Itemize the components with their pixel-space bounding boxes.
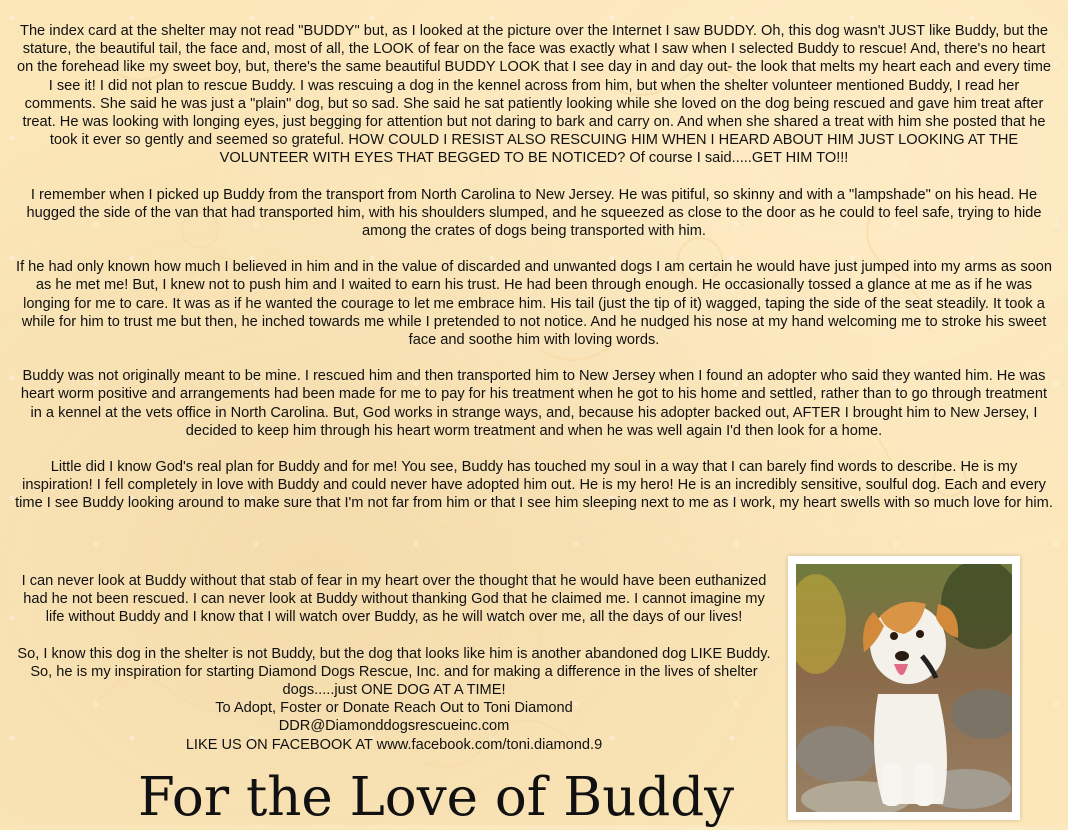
- page-title: For the Love of Buddy: [138, 767, 735, 828]
- story-paragraph-2: I remember when I picked up Buddy from the transport from North Carolina to New Jersey. He was pitiful, so skinny and with a "lampshade" on his head. He hugged the side of the van that had transported him, with his shoulders slumped, and he squeezed as close to the door as he could to feel safe, trying to hide among the crates of dogs being transported with him.: [26, 186, 1042, 240]
- story-paragraph-1: The index card at the shelter may not read "BUDDY" but, as I looked at the picture over the Internet I saw BUDDY. Oh, this dog wasn't JUST like Buddy, but the stature, the beautiful tail, the face and, most of all, the LOOK of fear on the face was exactly what I saw when I selected Buddy to rescue! And, there's no heart on the forehead like my sweet boy, but, there's the same beautiful BUDDY LOOK that I see day in and day out- the look that melts my heart each and every time I see it! I did not plan to rescue Buddy. I was rescuing a dog in the kennel across from him, but when the shelter volunteer mentioned Buddy, I read her comments. She said he was just a "plain" dog, but so sad. She said he sat patiently looking while she loved on the dog being rescued and gave him treat after treat. He was looking with longing eyes, just begging for attention but not daring to bark and carry on. And when she shared a treat with him she posted that he took it ever so gently and seemed so grateful. HOW COULD I RESIST ALSO RESCUING HIM WHEN I HEARD ABOUT HIM JUST LOOKING AT THE VOLUNTEER WITH EYES THAT BEGGED TO BE NOTICED? Of course I said.....GET HIM TO!!!: [16, 23, 1052, 167]
- email-link[interactable]: DDR@Diamonddogsrescueinc.com: [278, 718, 510, 735]
- story-paragraph-4: Buddy was not originally meant to be mine. I rescued him and then transported him to New Jersey when I found an adopter who said they wanted him. He was heart worm positive and arrangements had been made for me to pay for his treatment when he got to his home and settled, rather than to go through treatment in a kennel at the vets office in North Carolina. But, God works in strange ways, and, because his adopter backed out, AFTER I brought him to New Jersey, I decided to keep him through his heart worm treatment and when he was well again I'd then look for a home.: [20, 368, 1048, 439]
- story-text: [14, 22, 1054, 513]
- closing-text: [14, 572, 774, 754]
- facebook-link[interactable]: LIKE US ON FACEBOOK AT www.facebook.com/toni.diamond.9: [185, 736, 603, 753]
- dog-photo-frame: [788, 556, 1020, 820]
- closing-paragraph-2: So, I know this dog in the shelter is not Buddy, but the dog that looks like him is another abandoned dog LIKE Buddy. So, he is my inspiration for starting Diamond Dogs Rescue, Inc. and for making a difference in the lives of shelter dogs.....just ONE DOG AT A TIME!: [17, 645, 771, 699]
- story-paragraph-3: If he had only known how much I believed in him and in the value of discarded and unwanted dogs I am certain he would have just jumped into my arms as soon as he met me! But, I knew not to push him and I waited to earn his trust. He had been through enough. He occasionally tossed a glance at me as if he was longing for me to care. It was as if he wanted the courage to let me embrace him. His tail (just the tip of it) wagged, taping the side of the seat steadily. It took a while for him to trust me but then, he inched towards me while I pretended to not notice. And he nudged his nose at my hand welcoming me to stroke his sweet face and soothe him with loving words.: [16, 259, 1052, 349]
- closing-paragraph-1: I can never look at Buddy without that stab of fear in my heart over the thought that he would have been euthanized had he not been rescued. I can never look at Buddy without thanking God that he claimed me. I cannot imagine my life without Buddy and I know that I will watch over Buddy, as he will watch over me, all the days of our lives!: [21, 573, 767, 626]
- story-paragraph-5: Little did I know God's real plan for Buddy and for me! You see, Buddy has touched my soul in a way that I can barely find words to describe. He is my inspiration! I fell completely in love with Buddy and could never have adopted him out. He is my hero! He is an incredibly sensitive, soulful dog. Each and every time I see Buddy looking around to make sure that I'm not far from him or that I see him sleeping next to me as I work, my heart swells with so much love for him.: [15, 459, 1053, 512]
- contact-line: To Adopt, Foster or Donate Reach Out to Toni Diamond: [215, 700, 573, 717]
- dog-photo-icon: [796, 564, 1012, 812]
